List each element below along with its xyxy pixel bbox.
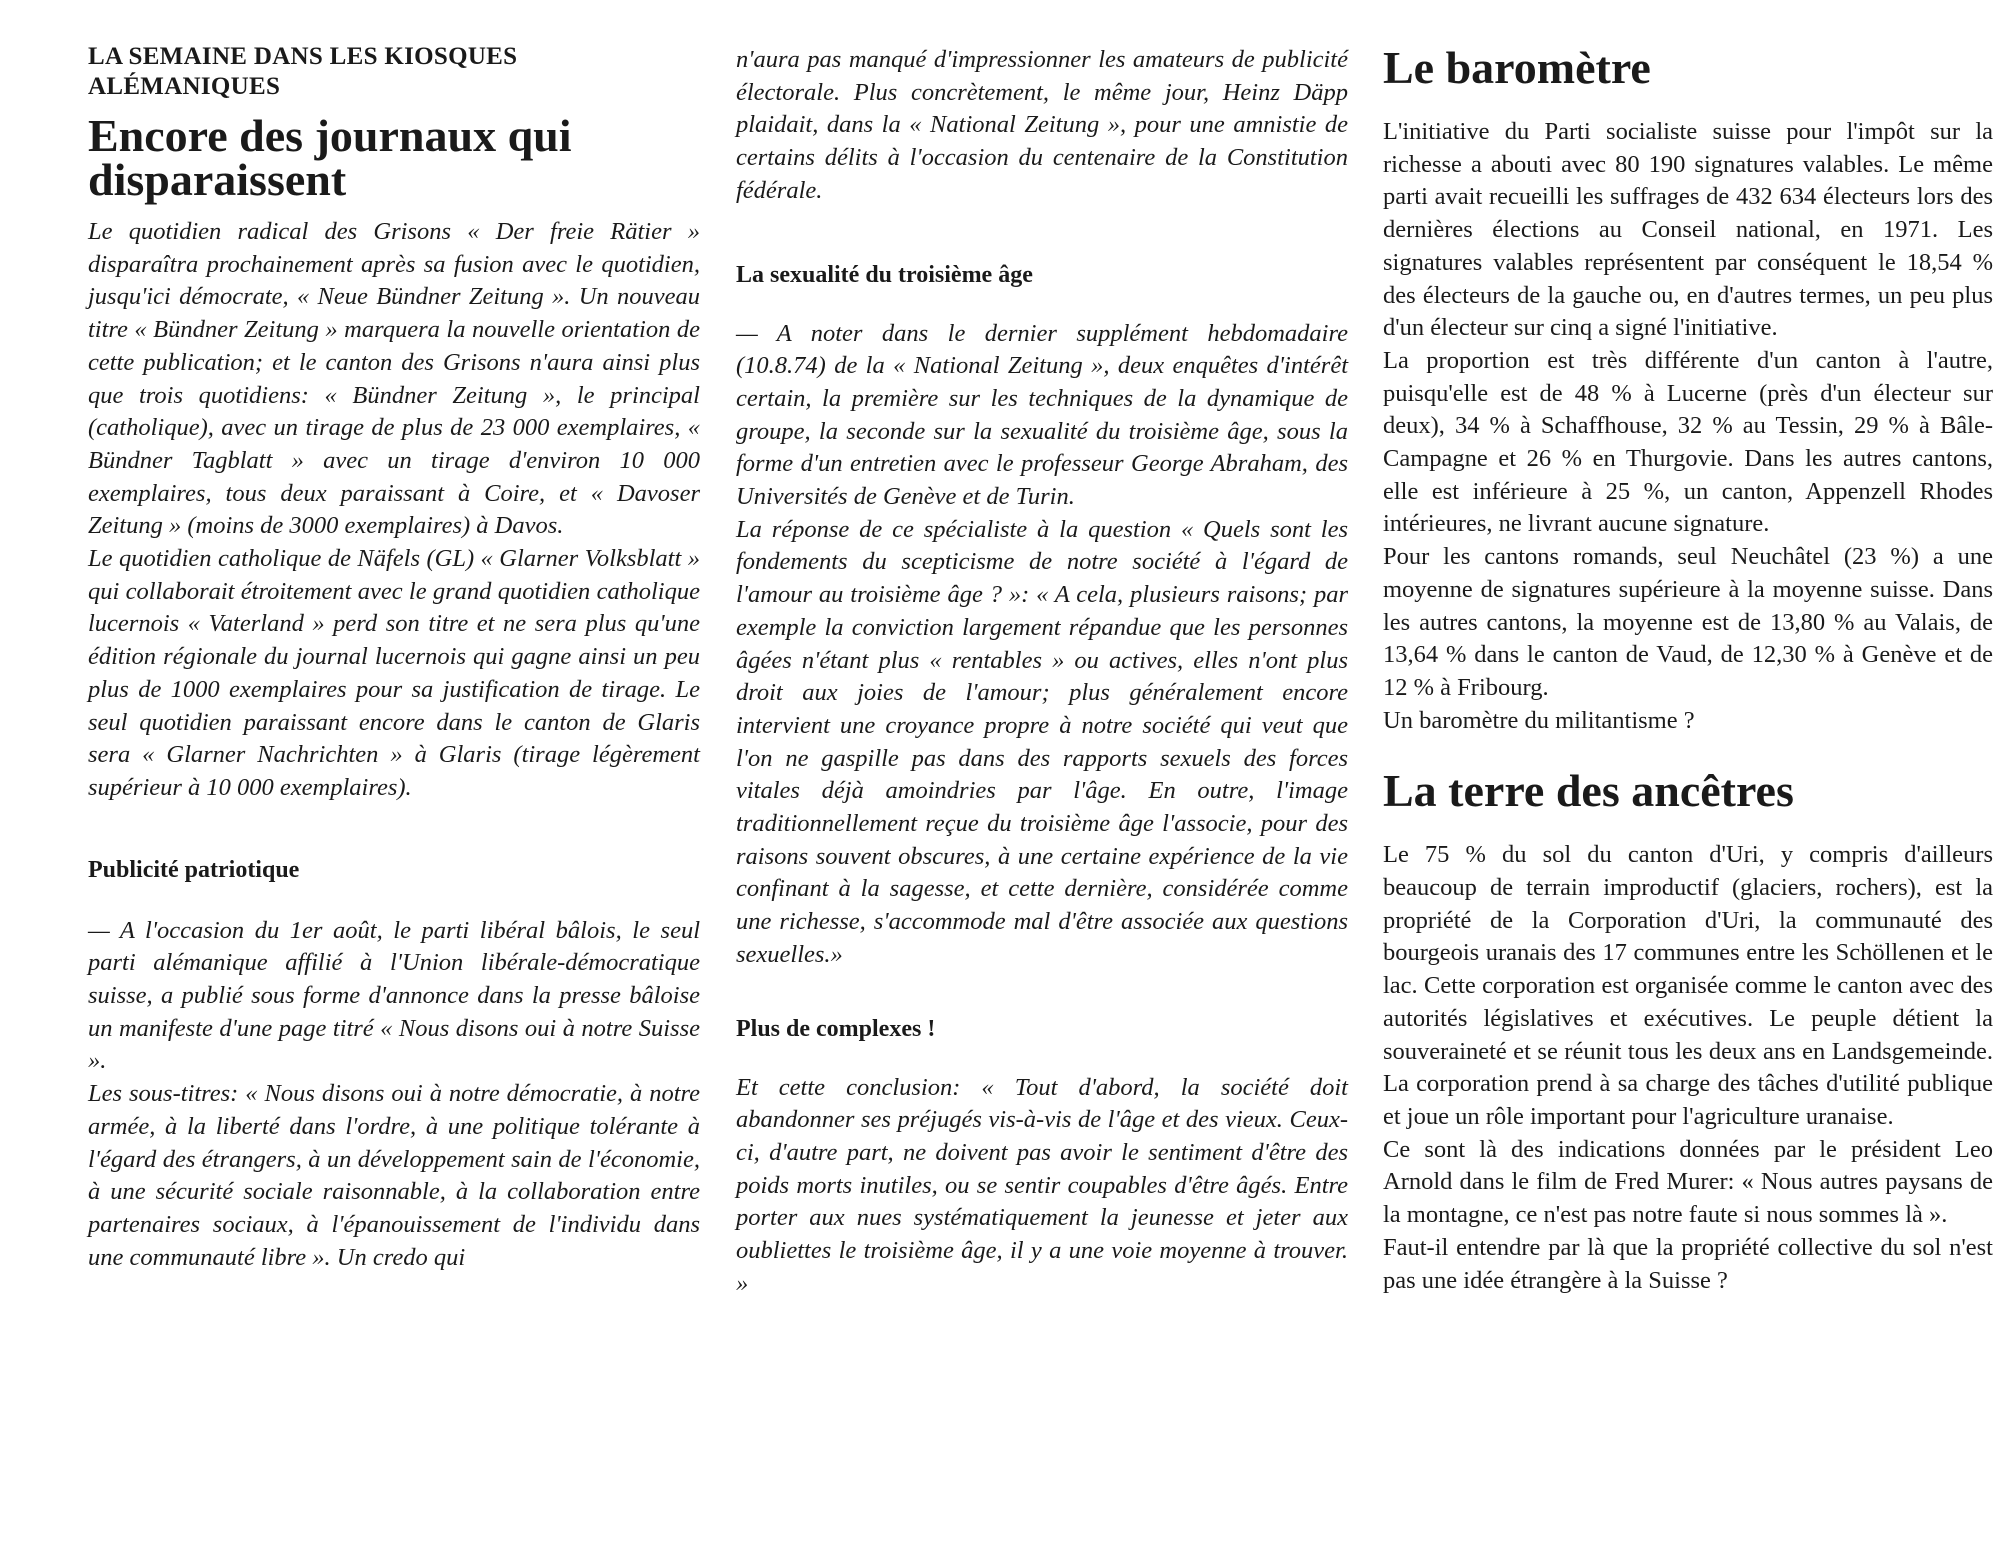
- article-title-terre: La terre des ancêtres: [1383, 765, 1794, 817]
- article-title-barometre: Le baromètre: [1383, 42, 1651, 93]
- article-paragraph: Ce sont là des indications données par le président Leo Arnold dans le film de Fred Murer: « Nous autres paysans de la montagne, ce n'est pas notre faute si nous sommes là ».: [1383, 1135, 1993, 1229]
- section-title-sexualite: La sexualité du troisième âge: [736, 261, 1033, 288]
- section-title-complexes: Plus de complexes !: [736, 1015, 936, 1042]
- section-paragraph: — A l'occasion du 1er août, le parti libéral bâlois, le seul parti alémanique affilié à l'Union libérale-démocratique suisse, a publié sous forme d'annonce dans la presse bâloise un manifeste d'une page titré « Nous disons oui à notre Suisse ».: [88, 916, 700, 1075]
- article-paragraph: L'initiative du Parti socialiste suisse pour l'impôt sur la richesse a abouti avec 80 190 signatures valables. Le même parti avait recueilli les suffrages de 432 634 électeurs lors des dernières élections au Conseil national, en 1971. Les signatures valables représentent par conséquent le 18,54 % des électeurs de la gauche ou, en d'autres termes, un peu plus d'un électeur sur cinq a signé l'initiative.: [1383, 118, 1993, 342]
- intro-paragraph: Le quotidien radical des Grisons « Der freie Rätier » disparaîtra prochainement après sa fusion avec le quotidien, jusqu'ici démocrate, « Neue Bündner Zeitung ». Un nouveau titre « Bündner Zeitung » marquera la nouvelle orientation de cette publication; et le canton des Grisons n'aura ainsi plus que trois quotidiens: « Bündner Zeitung », le principal (catholique), avec un tirage de plus de 23 000 exemplaires, « Bündner Tagblatt » avec un tirage d'environ 10 000 exemplaires, tous deux paraissant à Coire, et « Davoser Zeitung » (moins de 3000 exemplaires) à Davos.: [88, 218, 700, 540]
- article-paragraph: La proportion est très différente d'un canton à l'autre, puisqu'elle est de 48 % à Lucerne (près d'un électeur sur deux), 34 % à Schaffhouse, 32 % au Tessin, 29 % à Bâle-Campagne et 26 % en Thurgovie. Dans les autres cantons, elle est inférieure à 25 %, un canton, Appenzell Rhodes intérieures, ne livrant aucune signature.: [1383, 346, 1993, 538]
- headline: Encore des journaux qui disparaissent: [88, 110, 572, 205]
- section-paragraph: La réponse de ce spécialiste à la question « Quels sont les fondements du scepticisme de notre société à l'égard de l'amour au troisième âge ? »: « A cela, plusieurs raisons; par exemple la conviction largement répandue que les personnes âgées n'étant plus « rentables » ou actives, elles n'ont plus droit aux joies de l'amour; plus généralement encore intervient une croyance propre à notre société qui veut que l'on ne gaspille pas dans des rapports sexuels des forces vitales déjà amoindries par l'âge. En outre, l'image traditionnellement reçue du troisième âge l'associe, pour des raisons souvent obscures, à une certaine expérience de la vie confinant à la sagesse, et cette dernière, considérée comme une richesse, s'accommode mal d'être associée aux questions sexuelles.»: [736, 515, 1348, 968]
- section-paragraph: Les sous-titres: « Nous disons oui à notre démocratie, à notre armée, à la liberté dans l'ordre, à une politique tolérante à l'égard des étrangers, à un développement sain de l'économie, à une sécurité sociale raisonnable, à la collaboration entre partenaires sociaux, à l'épanouissement de l'individu dans une communauté libre ». Un credo qui: [88, 1080, 700, 1271]
- article-paragraph: Le 75 % du sol du canton d'Uri, y compris d'ailleurs beaucoup de terrain improductif (glaciers, rochers), est la propriété de la Corporation d'Uri, la communauté des bourgeois uranais des 17 communes entre les Schöllenen et le lac. Cette corporation est organisée comme le canton avec des autorités législatives et exécutives. Le peuple détient la souveraineté et se réunit tous les deux ans en Landsgemeinde. La corporation prend à sa charge des tâches d'utilité publique et joue un rôle important pour l'agriculture uranaise.: [1383, 841, 1993, 1130]
- right-column: [1383, 42, 1993, 1297]
- section-paragraph: — A noter dans le dernier supplément hebdomadaire (10.8.74) de la « National Zeitung », deux enquêtes d'intérêt certain, la première sur les techniques de la dynamique de groupe, la seconde sur la sexualité du troisième âge, sous la forme d'un entretien avec le professeur George Abraham, des Universités de Genève et de Turin.: [736, 319, 1348, 511]
- section-title-publicite: Publicité patriotique: [88, 856, 300, 883]
- article-paragraph: Pour les cantons romands, seul Neuchâtel (23 %) a une moyenne de signatures supérieure à la moyenne suisse. Dans les autres cantons, la moyenne est de 13,80 % au Valais, de 13,64 % dans le canton de Vaud, de 12,30 % à Genève et de 12 % à Fribourg.: [1383, 543, 1993, 701]
- intro-paragraph: Le quotidien catholique de Näfels (GL) « Glarner Volksblatt » qui collaborait étroitement avec le grand quotidien catholique lucernois « Vaterland » perd son titre et ne sera plus qu'une édition régionale du journal lucernois qui gagne ainsi un peu plus de 1000 exemplaires pour sa justification de tirage. Le seul quotidien paraissant encore dans le canton de Glaris sera « Glarner Nachrichten » à Glaris (tirage légèrement supérieur à 10 000 exemplaires).: [88, 545, 700, 801]
- article-paragraph: Faut-il entendre par là que la propriété collective du sol n'est pas une idée étrangère à la Suisse ?: [1383, 1233, 1993, 1294]
- article-paragraph: Un baromètre du militantisme ?: [1383, 706, 1695, 734]
- section-paragraph: Et cette conclusion: « Tout d'abord, la société doit abandonner ses préjugés vis-à-vis de l'âge et des vieux. Ceux-ci, d'autre part, ne doivent pas avoir le sentiment d'être des poids morts inutiles, ou se sentir coupables d'être âgés. Entre porter aux nues systématiquement la jeunesse et jeter aux oubliettes le troisième âge, il y a une voie moyenne à trouver. »: [736, 1073, 1348, 1297]
- middle-column: [736, 44, 1348, 1301]
- left-column: [88, 42, 700, 1274]
- kicker: LA SEMAINE DANS LES KIOSQUES ALÉMANIQUES: [88, 43, 518, 100]
- continuation-paragraph: n'aura pas manqué d'impressionner les amateurs de publicité électorale. Plus concrètement, le même jour, Heinz Däpp plaidait, dans la « National Zeitung », pour une amnistie de certains délits à l'occasion du centenaire de la Constitution fédérale.: [736, 46, 1348, 204]
